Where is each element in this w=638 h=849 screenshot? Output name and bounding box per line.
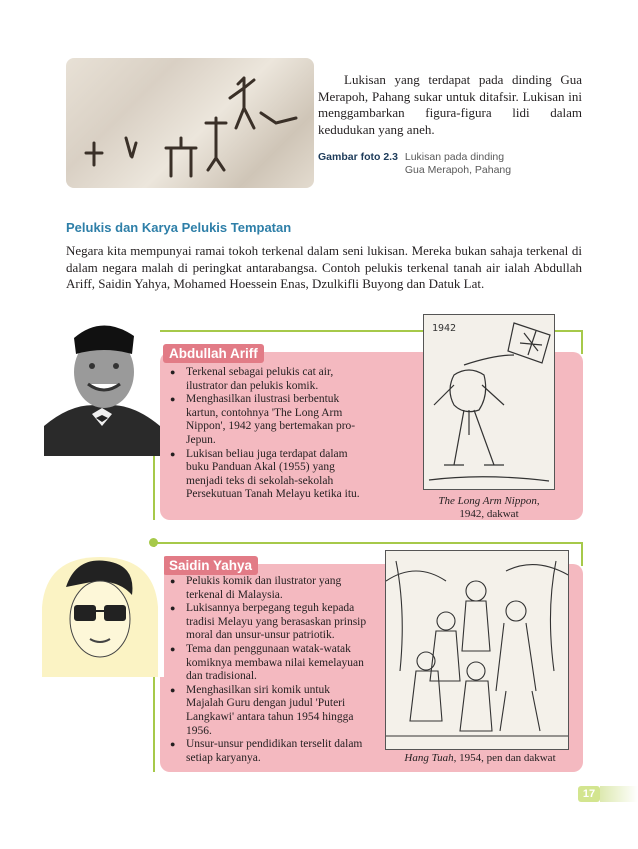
artwork-hang-tuah bbox=[385, 550, 569, 750]
bullet-item: ● Pelukis komik dan ilustrator yang terkenal di Malaysia. bbox=[170, 575, 370, 602]
artist-bullets-abdullah bbox=[170, 366, 370, 502]
artwork-caption-hang-tuah bbox=[380, 752, 580, 765]
bullet-item: ● Terkenal sebagai pelukis cat air, ilustrator dan pelukis komik. bbox=[170, 366, 370, 393]
portrait-saidin-yahya bbox=[36, 547, 164, 677]
figure-description: Lukisan yang terdapat pada dinding Gua Merapoh, Pahang sukar untuk ditafsir. Lukisan ini menggambarkan figura-figura lidi dalam kedudukan yang aneh. bbox=[318, 72, 582, 137]
cave-painting-photo bbox=[66, 58, 314, 188]
artwork-comma: , bbox=[536, 495, 540, 507]
connector-line bbox=[153, 542, 583, 544]
photo-caption bbox=[318, 151, 578, 177]
section-heading: Pelukis dan Karya Pelukis Tempatan bbox=[66, 220, 292, 235]
bullet-item: ● Menghasilkan ilustrasi berbentuk kartun, contohnya 'The Long Arm Nippon', 1942 yang bertemakan pro-Jepun. bbox=[170, 393, 370, 447]
artist-name-saidin: Saidin Yahya bbox=[163, 556, 258, 575]
bullet-item: ● Menghasilkan siri komik untuk Majalah Guru dengan judul 'Puteri Langkawi' antara tahun 1954 hingga 1956. bbox=[170, 684, 370, 738]
photo-caption-line1: Lukisan pada dinding bbox=[404, 151, 505, 163]
page-number-band bbox=[600, 786, 638, 802]
artist-name-abdullah: Abdullah Ariff bbox=[163, 344, 264, 363]
connector-line bbox=[581, 330, 583, 354]
artwork-detail: , 1954, pen dan dakwat bbox=[453, 752, 556, 764]
bullet-item: ● Lukisan beliau juga terdapat dalam buku Panduan Akal (1955) yang menjadi teks di sekolah-sekolah Persekutuan Tanah Melayu ketika itu. bbox=[170, 448, 370, 502]
artist-bullets-saidin bbox=[170, 575, 370, 765]
artwork-title: Hang Tuah bbox=[404, 752, 454, 764]
connector-line bbox=[581, 542, 583, 566]
bullet-item: ● Unsur-unsur pendidikan terselit dalam setiap karyanya. bbox=[170, 738, 370, 765]
artwork-title: The Long Arm Nippon bbox=[438, 495, 537, 507]
bullet-item: ● Tema dan penggunaan watak-watak komiknya membawa nilai kemelayuan dan tradisional. bbox=[170, 643, 370, 684]
portrait-abdullah-ariff bbox=[44, 306, 160, 456]
intro-paragraph: Negara kita mempunyai ramai tokoh terkenal dalam seni lukisan. Mereka bukan sahaja terkenal di dalam negara malah di peringkat antarabangsa. Contoh pelukis terkenal tanah air ialah Abdullah Ariff, Saidin Yahya, Mohamed Hoessein Enas, Dzulkifli Buyong dan Datuk Lat. bbox=[66, 243, 582, 291]
page-number: 17 bbox=[578, 786, 600, 802]
connector-dot bbox=[149, 538, 158, 547]
artwork-year: 1942, dakwat bbox=[459, 508, 519, 520]
artwork-caption-long-arm bbox=[414, 495, 564, 521]
photo-caption-label: Gambar foto 2.3 bbox=[318, 151, 398, 163]
photo-caption-line2: Gua Merapoh, Pahang bbox=[404, 164, 512, 176]
artwork-long-arm-nippon bbox=[423, 314, 555, 490]
bullet-item: ● Lukisannya berpegang teguh kepada tradisi Melayu yang berasaskan prinsip moral dan unsur-unsur patriotik. bbox=[170, 602, 370, 643]
artwork-header: 1942 bbox=[432, 323, 457, 334]
